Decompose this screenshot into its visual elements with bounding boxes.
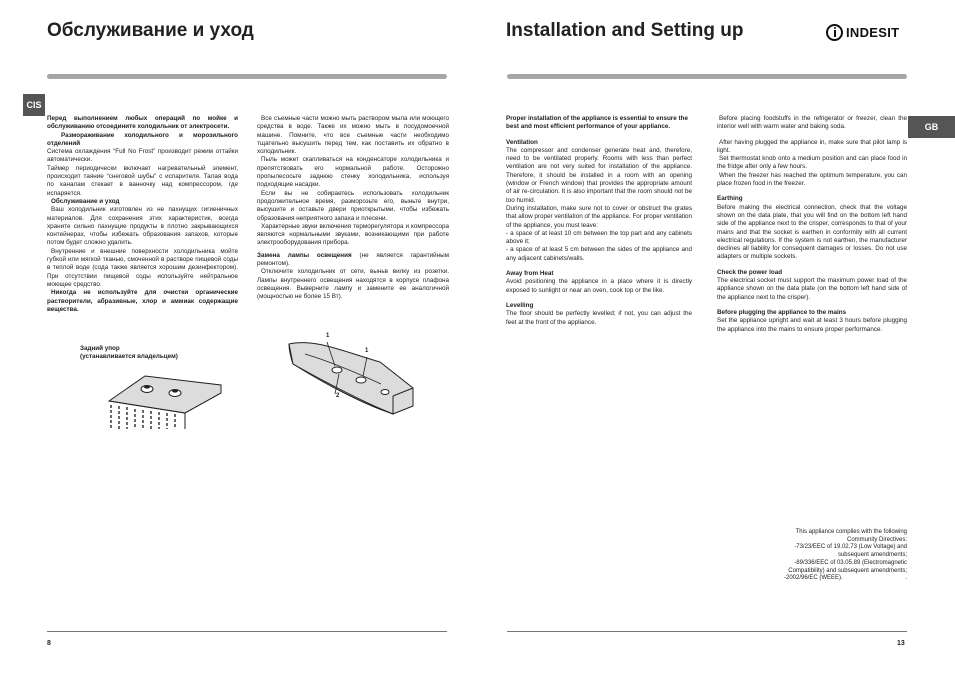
language-tab-gb: GB [908,116,955,138]
notice-line: subsequent amendments; [837,552,907,559]
paragraph: Ваш холодильник изготовлен из не пахнущих гигиеничных материалов. Для сохранения этих характеристик, всегда храните сильно пахнущие продукты в плотно закрывающихся контейнерах, чтобы избежать образования запахов, которые потом будет сложно удалить. [47,206,238,247]
right-column-2 [717,115,907,334]
lamp-replacement-illustration [285,332,420,424]
notice-line: . [905,575,907,582]
plugging-heading: Before plugging the appliance to the mains [717,308,847,316]
notice-line: This appliance complies with the following [795,529,907,535]
power-load-heading: Check the power load [717,268,783,276]
levelling-heading: Levelling [506,301,534,309]
earthing-heading: Earthing [717,195,743,203]
left-column-2 [257,115,449,302]
paragraph: Система охлаждения “Full No Frost” производит режим оттайки автоматически. [47,148,238,164]
lamp-heading-note: (не является гарантийным ремонтом). [257,251,449,268]
solvent-warning: Никогда не используйте для очистки органические растворители, абразивные, хлор и аммиак содержащие вещества. [47,289,238,313]
paragraph: Пыль может скапливаться на конденсаторе холодильника и препятствовать его нормальной работе. Осторожно пропылесосьте заднюю стенку холодильника, используя подходящие насадки. [257,156,449,189]
paragraph: Внутренние и внешние поверхности холодильника мойте губкой или мягкой тканью, смоченной в растворе пищевой соды в теплой воде (сода также является хорошим дезинфектором). При отсутствии пищевой соды используйте нейтральное моющее средство. [47,247,238,288]
paragraph: Set thermostat knob onto a medium position and can place food in the fridge after only a few hours. [717,155,907,171]
left-column-1 [47,115,238,314]
paragraph: Отключите холодильник от сети, выньв вилку из розетки. Лампы внутреннего освещения находятся в корпусе плафона освещения. Выверните лампу и замените ее аналогичной (мощностью не более 15 Вт). [257,268,449,301]
right-page-title: Installation and Setting up [506,20,744,41]
paragraph: When the freezer has reached the optimum temperature, you can place frozen food in the freezer. [717,171,907,188]
lamp-label-1b: 1 [365,348,369,354]
indesit-logo-text: INDESIT [846,25,900,40]
paragraph: - a space of at least 5 cm between the sides of the appliance and any adjacent cabinets/walls. [506,246,692,262]
back-stop-caption [80,345,178,362]
lamp-label-1: 1 [326,333,330,339]
intro-heading: Proper installation of the appliance is essential to ensure the best and most efficient performance of your appliance. [506,115,688,131]
paragraph: Характерные звуки включения терморегулятора и компрессора являются нормальными звуками, возникающими при работе электрооборудования прибора. [257,222,449,247]
paragraph: Before placing foodstuffs in the refrigerator or freezer, clean the interior well with warm water and baking soda. [717,115,907,131]
back-spacer-illustration [105,363,225,433]
indesit-logo-icon [826,24,843,41]
paragraph: Set the appliance upright and wait at least 3 hours before plugging the appliance into the mains to ensure proper performance. [717,317,907,333]
ventilation-heading: Ventilation [506,138,538,146]
paragraph: Все съемные части можно мыть раствором мыла или моющего средства в воде. Также их можно мыть в посудомоечной машине. Помните, что все съемные части необходимо тщательно высушить перед тем, как поставить их обратно в холодильник. [257,115,449,156]
notice-line: -2002/96/EC (WEEE). [784,575,843,582]
right-footer-rule [507,631,907,632]
notice-line: Compatibility) and subsequent amendments; [788,567,907,574]
notice-line: Community Directives: [846,536,907,543]
heat-heading: Away from Heat [506,270,554,278]
paragraph: After having plugged the appliance in, make sure that pilot lamp is light. [717,138,907,154]
right-column-1 [506,115,692,327]
notice-line: -73/23/EEC of 19.02.73 (Low Voltage) and [794,544,907,551]
paragraph: - a space of at least 10 cm between the top part and any cabinets above it; [506,229,692,246]
lamp-heading: Замена лампы освещения [257,251,352,259]
paragraph: The compressor and condenser generate heat and, therefore, need to be ventilated properly. Rooms with less than perfect ventilation are not very suited for installation of the appliance. Therefore, it should be installed in a room with an opening (window or French window) that provides the appropriate amount of air re-circulation. It is also important that the room should not be too humid. [506,146,692,204]
indesit-logo [826,24,899,41]
paragraph: The floor should be perfectly levelled; if not, you can adjust the feet at the front of the appliance. [506,310,692,326]
care-heading: Обслуживание и уход [51,197,120,205]
paragraph: Если вы не собираетесь использовать холодильник продолжительное время, разморозьте его, выньте внутри, высушите и оставьте двери приоткрытыми, чтобы избежать образования неприятного запаха и плесени. [257,189,449,222]
paragraph: Таймер периодически включает нагревательный элемент, происходит таяние “снеговой шубы” с испарителя. Талая вода по каналам стекает в ванночку над компрессором, где испаряется. [47,164,238,197]
notice-line: -89/336/EEC of 03.05.89 (Electromagnetic [794,559,907,566]
right-title-rule [507,74,907,79]
language-tab-cis: CIS [23,94,45,116]
compliance-notice [740,529,907,583]
paragraph: Before making the electrical connection, check that the voltage shown on the data plate, that you will find on the bottom left hand side of the appliance next to the crisper, corresponds to that of your mains and that the socket is earthen in conformity with all current electrical regulations. If the system is not earthen, the manufacturer declines all liability for consequent damages or losses. Do not use adapters or multiple sockets. [717,203,907,261]
lamp-label-2: 2 [336,393,340,399]
paragraph: During installation, make sure not to cover or obstruct the grates that allow proper ventilation of the appliance. For proper ventilation of the appliance, you must leave: [506,204,692,229]
paragraph: The electrical socket must support the maximum power load of the appliance shown on the data plate (on the bottom left hand side of the appliance next to the crisper). [717,277,907,301]
left-page-number: 8 [47,640,51,647]
left-footer-rule [47,631,447,632]
defrost-heading: Размораживание холодильного и морозильного отделений [47,131,238,147]
caption-line: (устанавливается владельцем) [80,353,178,361]
unplug-warning: Перед выполнением любых операций по мойке и обслуживанию отсоедините холодильник от электросети. [47,115,238,131]
right-page-number: 13 [897,640,905,647]
paragraph: Avoid positioning the appliance in a place where it is directly exposed to sunlight or near an oven, cook top or the like. [506,278,692,294]
left-title-rule [47,74,447,79]
left-page-title: Обслуживание и уход [47,20,254,41]
caption-line: Задний упор [80,345,120,352]
